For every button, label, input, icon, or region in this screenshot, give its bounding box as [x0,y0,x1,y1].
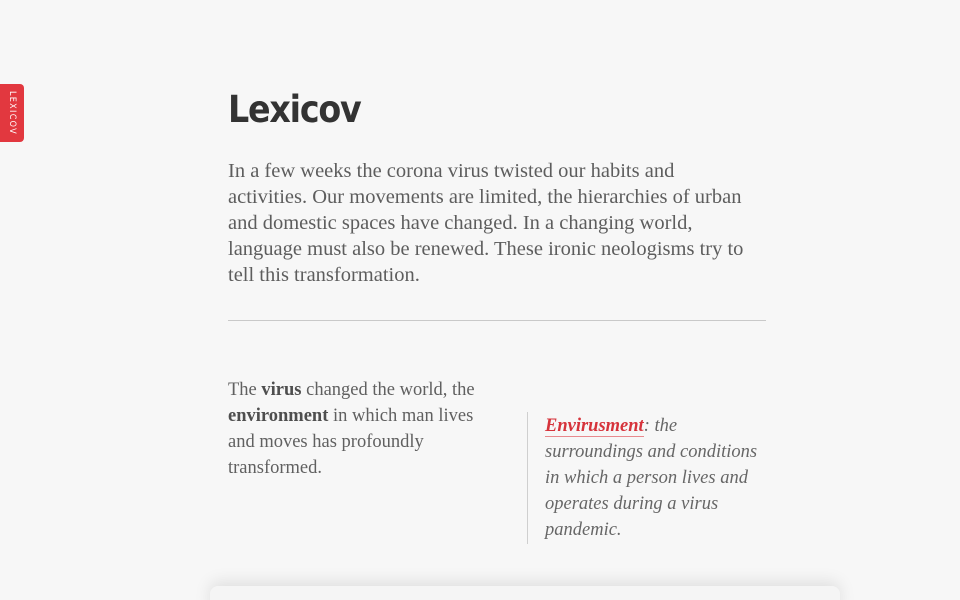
entry-text-part: changed the world, the [301,380,475,400]
definition-term-link[interactable]: Envirusment [545,416,644,436]
entry-paragraph [228,377,498,481]
entry-text-part: in which man lives and moves has profoundly transformed. [228,406,474,478]
divider [228,320,766,321]
entry-keyword-environment: environment [228,406,329,426]
page-title: Lexicov [228,88,361,131]
next-card-edge [210,586,840,600]
definition-text: : the surroundings and conditions in which a person lives and operates during a virus pandemic. [545,416,758,540]
side-tab-label: LEXICOV [7,90,18,136]
definition-box [527,412,767,544]
intro-paragraph: In a few weeks the corona virus twisted our habits and activities. Our movements are limited, the hierarchies of urban and domestic spaces have changed. In a changing world, language must also be renewed. These ironic neologisms try to tell this transformation. [228,160,744,286]
definition-paragraph [545,413,767,543]
entry-keyword-virus: virus [261,380,302,400]
entry-text-part: The [228,380,262,400]
side-tab[interactable] [0,84,24,142]
